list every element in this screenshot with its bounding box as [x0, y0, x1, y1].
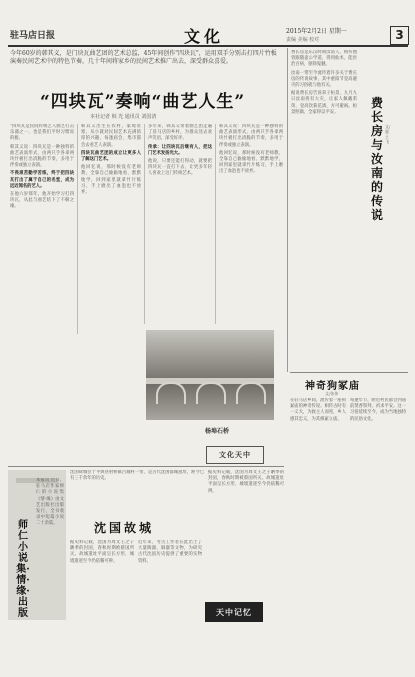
paragraph: 韩其义说：四块瓦是一种独特的曲艺表演形式，由两只手各拿两块竹板打出清脆的节奏，多用于伴奏或独立表演。 [219, 124, 283, 148]
dog-temple-title: 神奇狗冢庙 [305, 381, 360, 392]
dog-temple-column-1 [290, 398, 346, 666]
column-divider [144, 124, 145, 324]
shen-guo-lead [70, 470, 204, 510]
paragraph: 沈国故城位于平舆县射桥镇古城村一带，是古代沈国都城遗址，距今已有三千余年的历史。 [70, 470, 204, 482]
culture-stamp: 文化天中 [206, 446, 264, 464]
paragraph: 多年来，韩其义带着曲艺团走遍了驻马店的乡村，为群众送去欢声笑语，深受好评。 [148, 124, 212, 142]
paragraph: 韩其义出生在农村，家境贫寒，从小就对民间艺术充满浓厚的兴趣，每逢庙会、集市都会去看艺人表演。 [81, 124, 141, 148]
article-column-3 [148, 124, 212, 324]
article-column-1 [10, 124, 74, 334]
paragraph: 他回忆说，那时候没有老师教，全靠自己偷偷地看、默默地学，回到家里就拿竹片练习，手上磨出了血泡也不放弃。 [219, 150, 283, 175]
paragraph: 费长房是东汉时期汝南人，相传他曾跟随壶公学道，得到仙术，能医治百病，驱除鬼魅。 [291, 50, 357, 68]
shen-guo-column-2 [138, 540, 202, 670]
fei-article-author: 文/霍士飞 [385, 124, 391, 144]
paragraph: 在他六岁那年，他开始学习打四块瓦，从此与曲艺结下了不解之缘。 [10, 192, 74, 210]
masthead-rule [8, 45, 408, 47]
paragraph: 据说费长房告诉弟子桓景，九月九日汝南将有大灾，让家人佩戴茱萸、登高饮菊花酒，方可避祸。桓景照做，全家得以平安。 [291, 91, 357, 115]
shen-guo-title: 沈国故城 [94, 521, 155, 535]
paragraph: 他说，只要还能打得动，就要把四块瓦一直打下去，让更多年轻人喜欢上这门传统艺术。 [148, 159, 212, 177]
page-number: 3 [390, 26, 409, 45]
column-divider [215, 124, 216, 324]
section-divider [287, 48, 288, 372]
article-column-2 [81, 124, 141, 324]
photo-caption: 杨埠石桥 [205, 428, 230, 435]
paragraph: 据史料记载，沈国为周文王之子聃季的封国，春秋时期被蔡国所灭。故城遗址平面呈长方形，城墙遗迹至今仍依稀可辨。 [70, 540, 134, 564]
article-byline: 本社记者 韩 光 通讯员 刘国清 [90, 114, 157, 120]
paragraph: 每逢年节，附近村民都会到庙前焚香祭拜，祈求平安。这一习俗延续至今，成为当地独特的民俗文化。 [350, 398, 406, 422]
paragraph: 他回忆说，那时候没有老师教，全靠自己偷偷地看、默默地学，回到家里就拿竹片练习，手上磨出了血泡也不放弃。 [81, 165, 141, 196]
bridge-arch-shape [236, 382, 266, 404]
article-intro: 今年60岁的韩其义，是门块瓦曲艺团的艺术总监，45年间创作"四块瓦"，运用双手分别击打四片竹板演奏民间艺术中的特色节奏，几十年间将家乡的民间艺术推广出去，深受群众喜爱。 [10, 50, 277, 65]
paragraph: 近年来，考古工作者在此出土了大量陶器、铜器等文物，为研究古代沈国历史提供了重要的实物资料。 [138, 540, 202, 564]
article-headline: “四块瓦”奏响“曲艺人生” [40, 92, 246, 112]
column-divider [77, 124, 78, 334]
paragraph: "四块瓦是民间传统艺人曲艺打击乐器之一，也是我们平时习惯说的板。 [10, 124, 74, 142]
masthead [0, 0, 415, 46]
bridge-photo [146, 330, 274, 420]
section-rule [290, 372, 408, 373]
fei-article-title: 费长房与汝南的传说 [370, 96, 383, 222]
article-column-4 [219, 124, 283, 324]
novel-text: 本报讯 近日，驻马店作家师仁的小说集《情·缘》由文艺出版社出版发行，全书收录中短篇小说二十余篇。 [36, 478, 64, 527]
subhead: 不畏艰苦勤学苦练，终于把四块瓦打出了属于自己的名堂，成为远近闻名的艺人。 [10, 171, 74, 189]
bridge-arch-shape [196, 382, 226, 404]
issue-date: 2015年2月2日 星期一 [286, 28, 347, 35]
paragraph: 韩其义说：四块瓦是一种独特的曲艺表演形式，由两只手各拿两块竹板打出清脆的节奏，多用于伴奏或独立表演。 [10, 144, 74, 169]
shen-guo-column-1 [70, 540, 134, 670]
paragraph: 据史料记载，沈国为周文王之子聃季的封国，春秋时期被蔡国所灭。故城遗址平面呈长方形，城墙遗迹至今仍依稀可辨。 [208, 470, 284, 494]
dog-temple-author: 文/张伟 [325, 391, 339, 396]
subhead: 四块瓦曲艺团的成立让更多人了解这门艺术。 [81, 150, 141, 163]
paper-name: 驻马店日报 [10, 31, 56, 41]
shen-guo-column-3 [208, 470, 284, 596]
section-rule [8, 466, 284, 467]
paragraph: 在驻马店乡间，流传着一座狗冢庙的神奇传说。相传古时有一义犬，为救主人而死，乡人感其忠义，为其修冢立庙。 [290, 398, 346, 422]
bridge-arch-shape [156, 382, 186, 404]
fei-article-column [291, 50, 357, 370]
paragraph: 汝南一带至今流传着许多关于费长房的传说故事，其中重阳节登高避灾的习俗就与他有关。 [291, 70, 357, 89]
dog-temple-column-2 [350, 398, 406, 666]
memory-stamp: 天中记忆 [205, 602, 263, 622]
section-title: 文化 [184, 27, 225, 46]
subhead: 传承：让四块瓦后继有人，把这门艺术发扬光大。 [148, 144, 212, 156]
novel-title: 师仁小说集·情·缘·出版 [16, 520, 30, 619]
editor-line: 责编 美编 校对 [286, 37, 320, 43]
